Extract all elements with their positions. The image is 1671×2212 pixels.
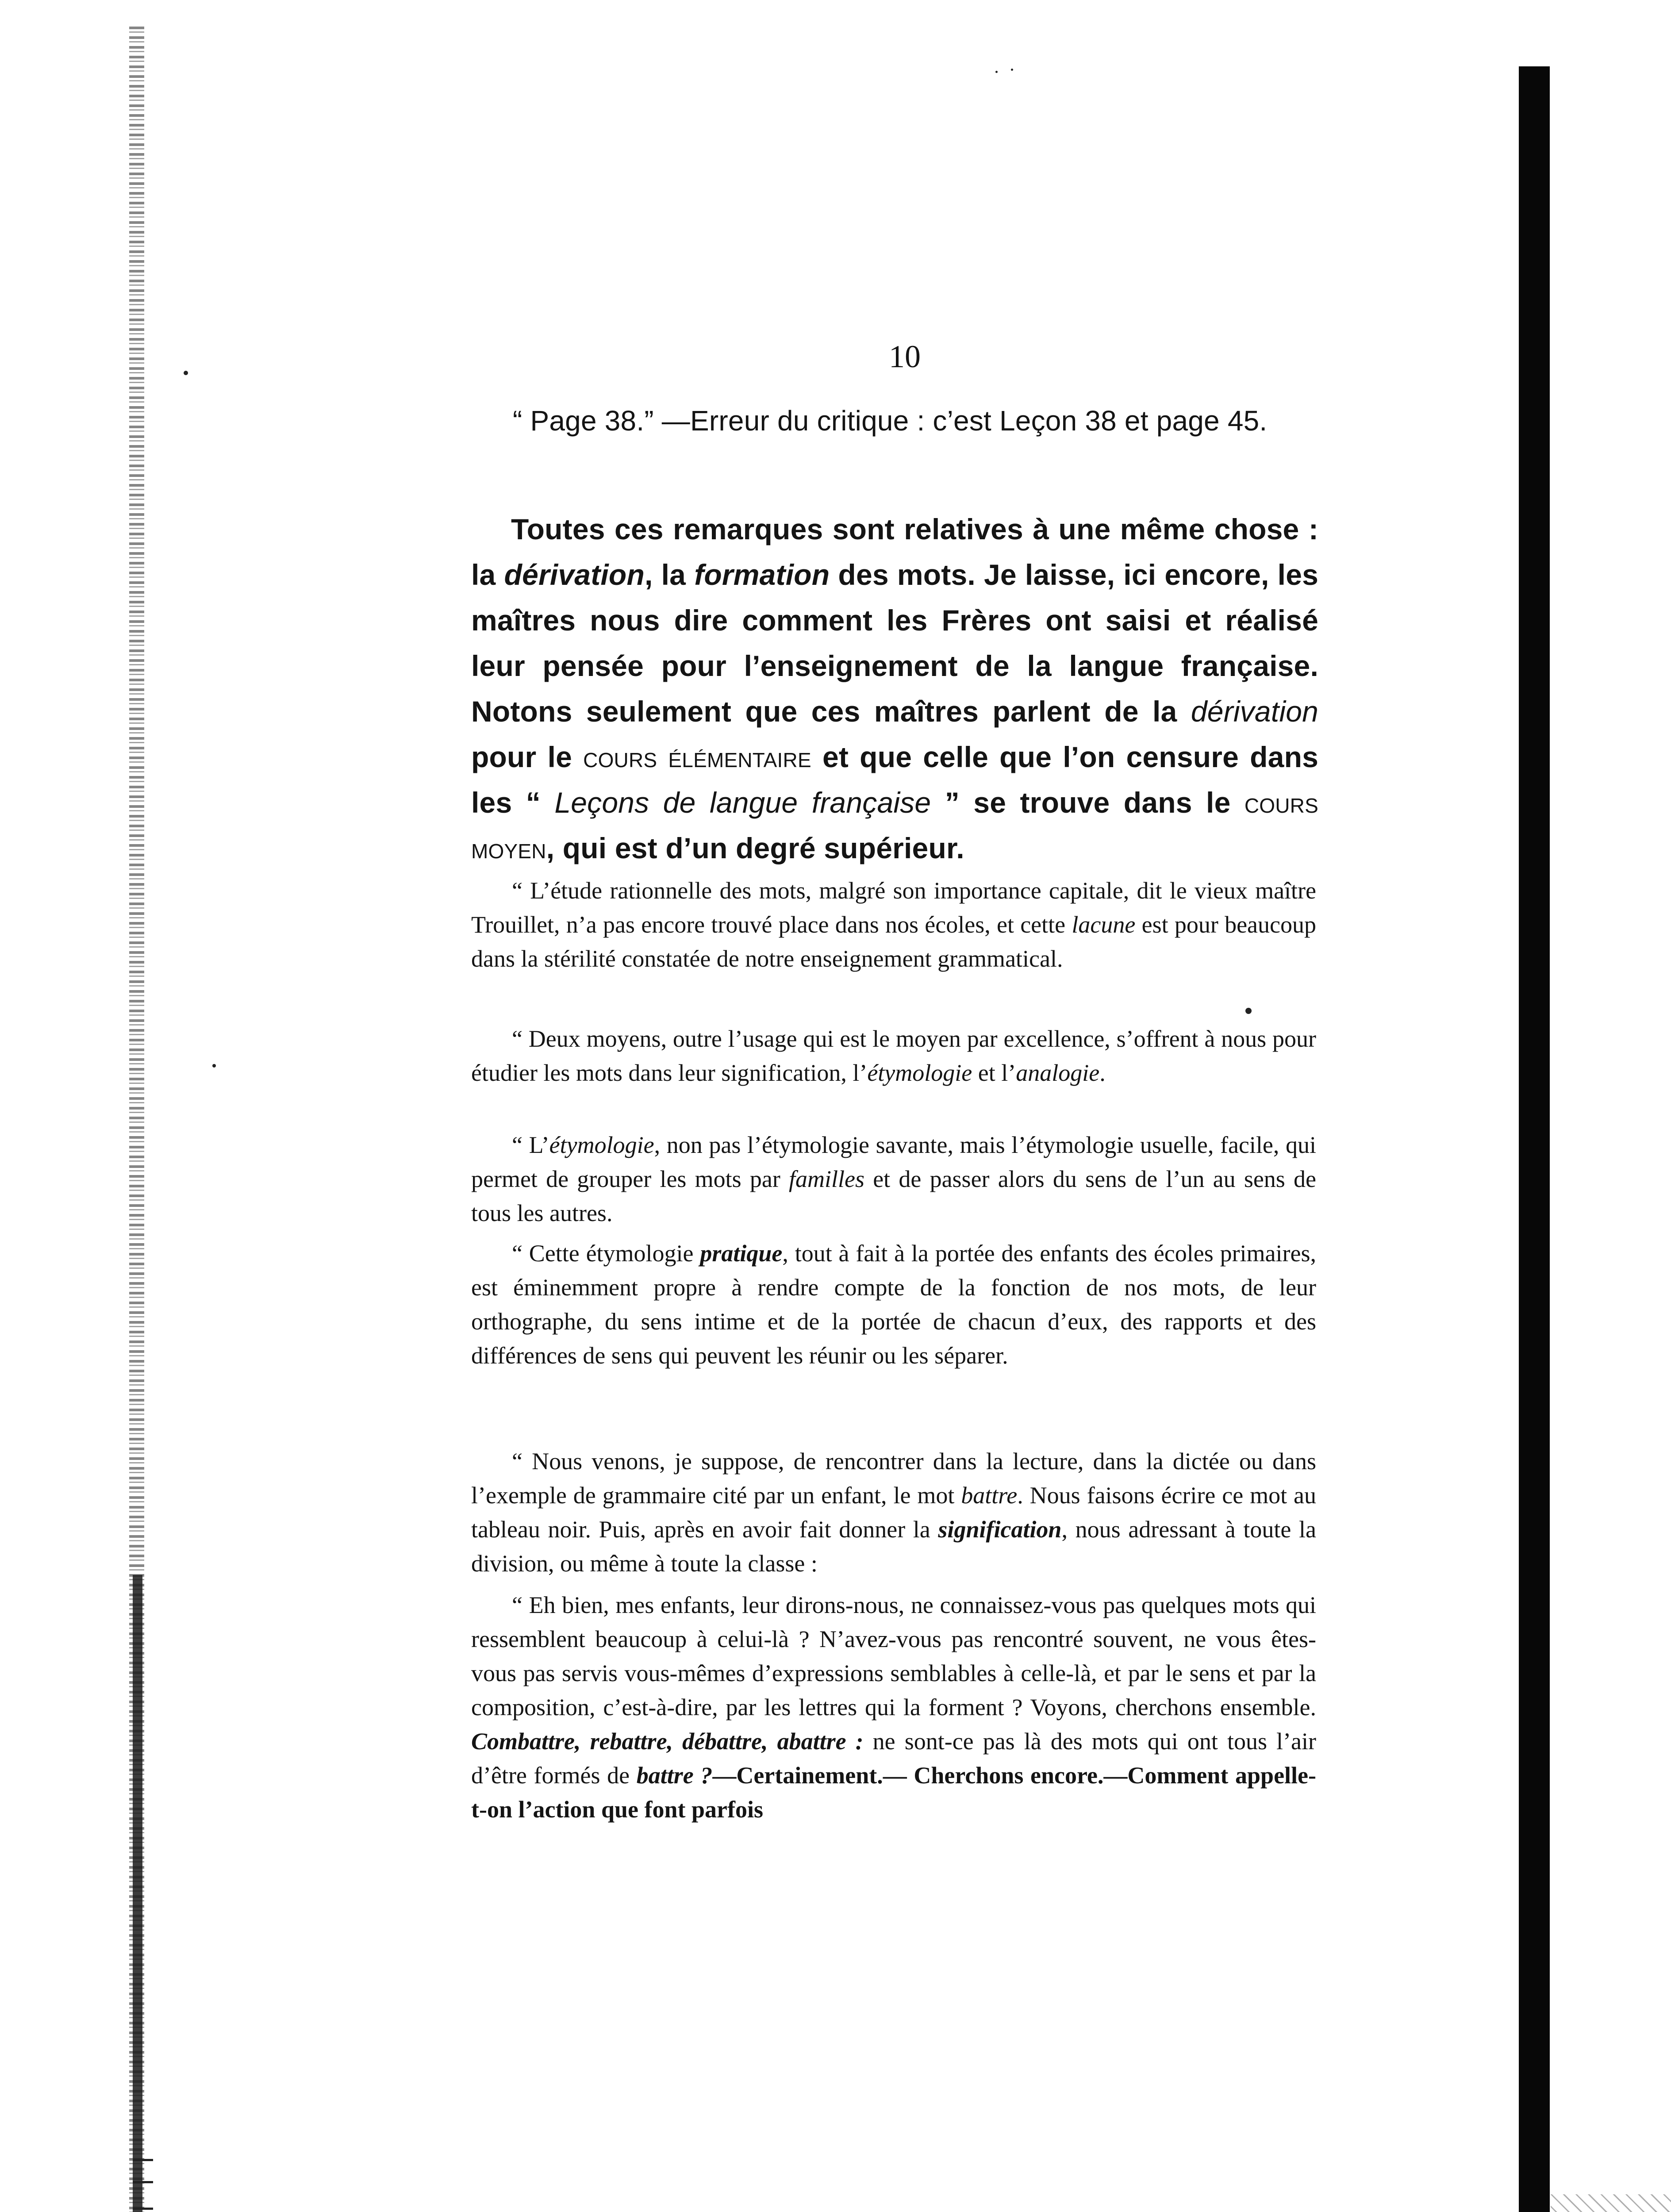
emphasis: étymologie xyxy=(867,1060,972,1086)
emphasis: dérivation xyxy=(504,558,645,591)
text-run: “ Deux moyens, outre l’usage qui est le moyen par excellence, s’offrent à nous pour étudier les mots dans leur signification, l’ xyxy=(471,1025,1316,1086)
emphasis: dérivation xyxy=(1191,695,1318,728)
quote-paragraph-6 xyxy=(471,1588,1316,1827)
text-run: , qui est d’un degré supérieur. xyxy=(546,832,964,864)
text-run: et de passer alors du sens de l’un au sens de tous les autres. xyxy=(471,1166,1316,1226)
emphasis: familles xyxy=(789,1166,865,1192)
quote-paragraph-5 xyxy=(471,1444,1316,1581)
text-run: des mots. Je laisse, ici encore, les maîtres nous dire comment les Frères ont saisi et réalisé leur pensée pour l’enseignement de la langue française. Notons seulement que ces maîtres parlent de la xyxy=(471,558,1319,728)
emphasis: analogie xyxy=(1016,1060,1100,1086)
book-title: Leçons de langue française xyxy=(554,786,931,819)
text-run: “ Eh bien, mes enfants, leur dirons-nous, ne connaissez-vous pas quelques mots qui ressemblent beaucoup à celui-là ? N’avez-vous pas rencontré souvent, ne vous êtes-vous pas servis vous-mêmes d’expressions semblables à celle-là, et par le sens et par la composition, c’est-à-dire, par les lettres qui la forment ? Voyons, cherchons ensemble. xyxy=(471,1592,1316,1720)
text-run: . Nous faisons écrire ce mot au tableau noir. Puis, après en avoir fait donner la xyxy=(471,1482,1317,1543)
right-edge-shadow xyxy=(1519,66,1550,2212)
text-run: “ Nous venons, je suppose, de rencontrer dans la lecture, dans la dictée ou dans l’exemple de grammaire cité par un enfant, le mot xyxy=(471,1448,1316,1509)
page-number: 10 xyxy=(889,339,921,374)
corner-scan-noise xyxy=(1551,2194,1671,2212)
text-run: “ Cette étymologie xyxy=(512,1240,700,1267)
text-run: ” se trouve dans le xyxy=(931,786,1245,819)
emphasis: battre xyxy=(961,1482,1018,1509)
text-run: pour le xyxy=(471,741,584,773)
text-run: , la xyxy=(644,558,695,591)
speck xyxy=(1245,1008,1252,1014)
edge-mark xyxy=(133,2208,153,2210)
text-run: est pour beaucoup dans la stérilité constatée de notre enseignement grammatical. xyxy=(471,911,1316,972)
small-caps-term: cours moyen xyxy=(471,786,1318,864)
small-caps-term: cours élémentaire xyxy=(583,741,811,773)
speck xyxy=(1011,69,1013,71)
text-run: —Certainement.— Cherchons encore.—Comment appelle-t-on l’action que font parfois xyxy=(471,1762,1316,1823)
edge-mark xyxy=(133,2159,153,2161)
text-run: , nous adressant à toute la division, ou même à toute la classe : xyxy=(471,1516,1316,1577)
text-run: Toutes ces remarques sont relatives à une même chose : la xyxy=(471,513,1318,591)
emphasis: battre ? xyxy=(636,1762,713,1789)
quote-paragraph-4 xyxy=(471,1237,1316,1373)
text-run: , non pas l’étymologie savante, mais l’étymologie usuelle, facile, qui permet de grouper les mots par xyxy=(471,1132,1317,1192)
text-run: ne sont-ce pas là des mots qui ont tous l’air d’être formés de xyxy=(471,1728,1316,1789)
emphasis: pratique xyxy=(700,1240,783,1267)
text-run: “ L’étude rationnelle des mots, malgré son importance capitale, dit le vieux maître Trouillet, n’a pas encore trouvé place dans nos écoles, et cette xyxy=(471,877,1316,938)
quote-paragraph-2 xyxy=(471,1022,1316,1090)
emphasis: signification xyxy=(938,1516,1062,1543)
text-run: “ L’ xyxy=(512,1132,549,1158)
main-paragraph xyxy=(471,507,1318,871)
text-run: et l’ xyxy=(972,1060,1016,1086)
speck xyxy=(184,371,188,375)
emphasis: étymologie xyxy=(549,1132,654,1158)
speck xyxy=(212,1064,216,1068)
text-run: et que celle que l’on censure dans les “ xyxy=(471,741,1319,819)
left-binding-shadow xyxy=(133,1575,142,2212)
lead-paragraph: “ Page 38.” —Erreur du critique : c’est Leçon 38 et page 45. xyxy=(513,405,1268,437)
text-run: , tout à fait à la portée des enfants des écoles primaires, est éminemment propre à rendre compte de la fonction de nos mots, de leur orthographe, du sens intime et de la portée de chacun d’eux, des rapports et des différences de sens qui peuvent les réunir ou les séparer. xyxy=(471,1240,1316,1369)
emphasis: lacune xyxy=(1072,911,1136,938)
emphasis: Combattre, rebattre, débattre, abattre : xyxy=(471,1728,864,1755)
text-run: . xyxy=(1099,1060,1106,1086)
quote-paragraph-1 xyxy=(471,874,1316,976)
quote-paragraph-3 xyxy=(471,1128,1316,1230)
speck xyxy=(995,71,998,73)
emphasis: formation xyxy=(694,558,830,591)
edge-mark xyxy=(133,2181,153,2183)
